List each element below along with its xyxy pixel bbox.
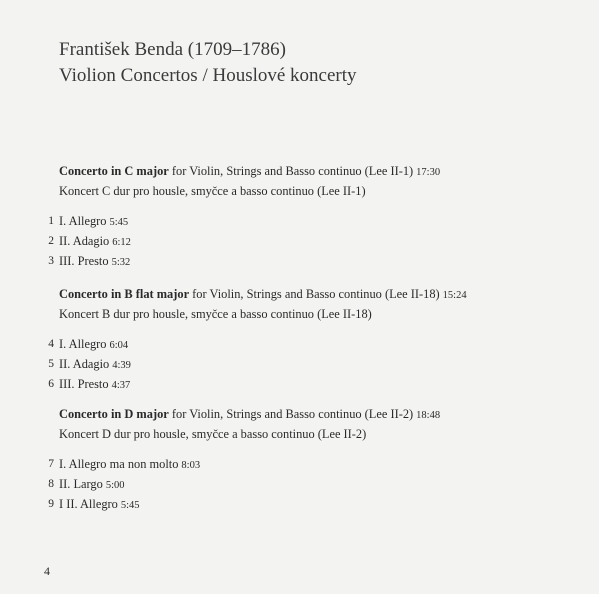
track-time: 5:45 (109, 217, 129, 228)
track-number: 3 (48, 255, 54, 267)
concerto-title-bold: Concerto in B flat major (59, 287, 190, 301)
track-time: 8:03 (181, 460, 201, 471)
track-row (48, 475, 440, 495)
concerto-title-rest: for Violin, Strings and Basso continuo (Lee II-2) (168, 407, 414, 421)
track-name: II. Adagio (59, 357, 110, 371)
track-row (48, 252, 440, 272)
track-number: 8 (48, 478, 54, 490)
track-time: 5:00 (105, 480, 125, 491)
track-number: 7 (48, 458, 54, 470)
track-number: 4 (48, 338, 54, 350)
track-row (48, 355, 467, 375)
track-number: 6 (48, 378, 54, 390)
track-row (48, 495, 440, 515)
track-number: 9 (48, 498, 54, 510)
album-subtitle: Violion Concertos / Houslové koncerty (59, 65, 357, 86)
track-list (48, 212, 440, 272)
track-name: III. Presto (59, 254, 109, 268)
concerto-title (59, 285, 467, 305)
concerto-duration: 18:48 (416, 410, 441, 421)
track-list (48, 455, 440, 515)
concerto-title-rest: for Violin, Strings and Basso continuo (Lee II-18) (189, 287, 440, 301)
track-row (48, 232, 440, 252)
concerto-title-bold: Concerto in D major (59, 407, 169, 421)
concerto-block (48, 162, 441, 272)
track-name: I. Allegro ma non molto (59, 457, 179, 471)
concerto-title-rest: for Violin, Strings and Basso continuo (Lee II-1) (168, 164, 414, 178)
concerto-czech-title: Koncert C dur pro housle, smyčce a basso continuo (Lee II-1) (59, 184, 366, 198)
concerto-czech-title: Koncert B dur pro housle, smyčce a basso continuo (Lee II-18) (59, 307, 372, 321)
concerto-title (59, 162, 440, 182)
track-name: II. Largo (59, 477, 103, 491)
header (59, 37, 357, 89)
composer-title: František Benda (1709–1786) (59, 39, 286, 60)
track-number: 2 (48, 235, 54, 247)
page-number: 4 (44, 564, 50, 578)
track-time: 4:39 (112, 360, 131, 371)
concerto-title (59, 405, 440, 425)
track-row (48, 212, 440, 232)
track-time: 6:12 (112, 237, 131, 248)
concerto-duration: 15:24 (442, 290, 467, 301)
track-name: III. Presto (59, 377, 109, 391)
track-list (48, 335, 467, 395)
track-time: 4:37 (111, 380, 131, 391)
concerto-title-bold: Concerto in C major (59, 164, 169, 178)
concerto-block (48, 405, 441, 515)
track-number: 5 (48, 358, 54, 370)
track-time: 5:45 (120, 500, 140, 511)
track-row (48, 335, 467, 355)
track-time: 5:32 (111, 257, 131, 268)
concerto-duration: 17:30 (416, 167, 441, 178)
track-number: 1 (48, 215, 54, 227)
track-name: I. Allegro (59, 214, 107, 228)
track-name: II. Adagio (59, 234, 110, 248)
concerto-block (48, 285, 467, 395)
track-name: I II. Allegro (59, 497, 118, 511)
track-name: I. Allegro (59, 337, 107, 351)
track-row (48, 455, 440, 475)
concerto-czech-title: Koncert D dur pro housle, smyčce a basso continuo (Lee II-2) (59, 427, 367, 441)
track-time: 6:04 (109, 340, 129, 351)
track-row (48, 375, 467, 395)
